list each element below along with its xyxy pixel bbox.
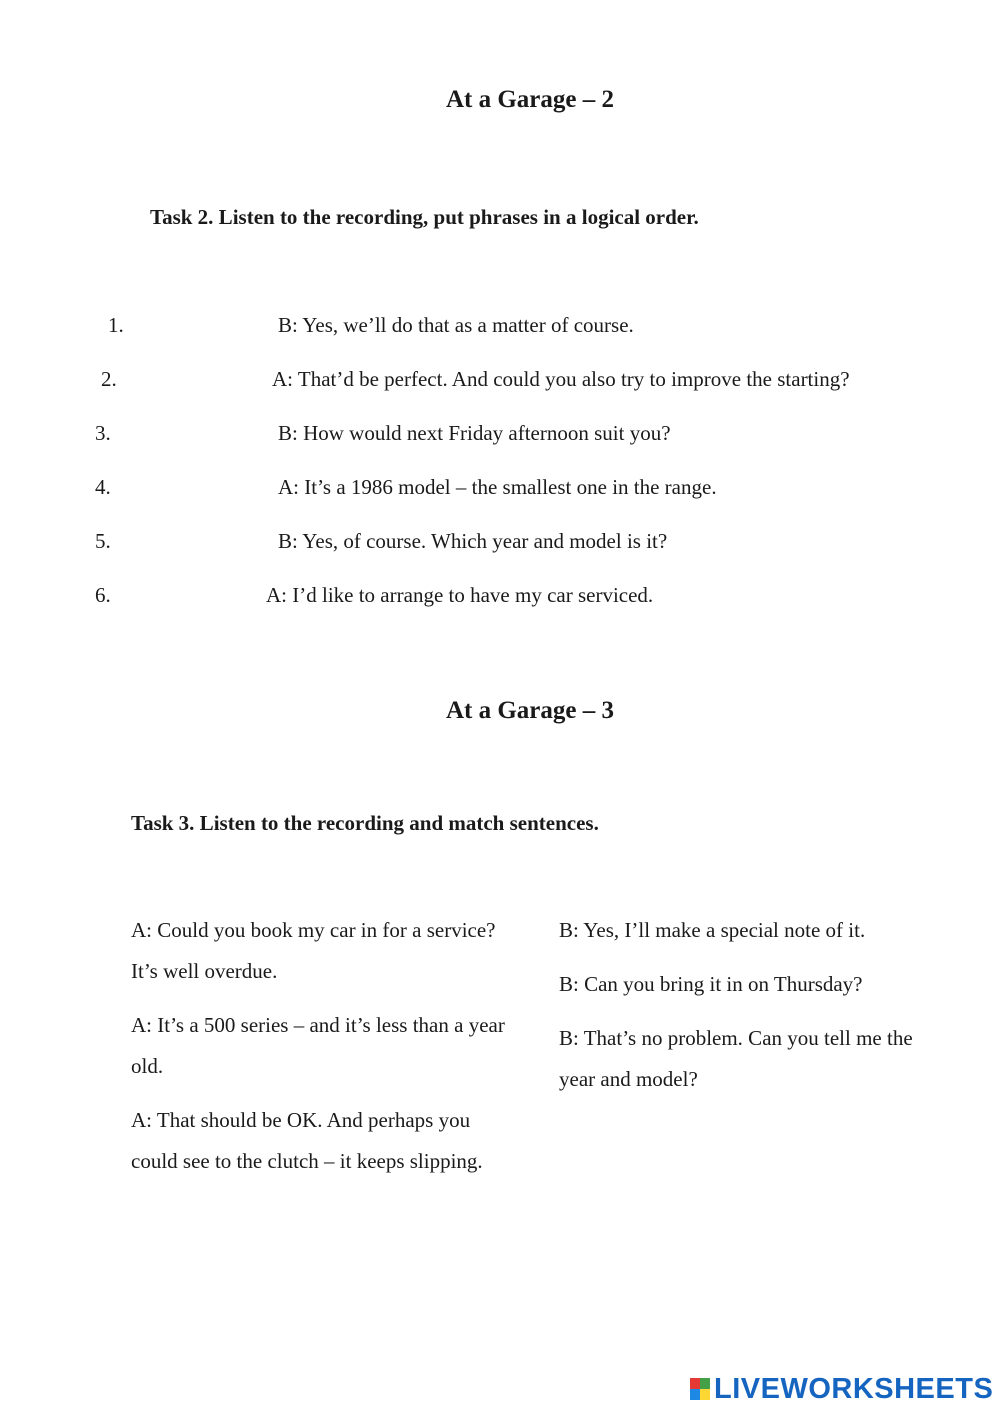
left-sentence: A: Could you book my car in for a service? It’s well overdue.: [131, 918, 496, 983]
left-sentence: A: It’s a 500 series – and it’s less than a year old.: [131, 1013, 505, 1078]
phrase-item: B: How would next Friday afternoon suit you?: [278, 421, 671, 445]
right-column: [559, 910, 944, 1113]
section2-title: At a Garage – 2: [445, 86, 615, 113]
left-sentence: A: That should be OK. And perhaps you could see to the clutch – it keeps slipping.: [131, 1108, 483, 1173]
item-number: 3.: [95, 421, 111, 445]
right-sentence: B: That’s no problem. Can you tell me the year and model?: [559, 1026, 913, 1091]
logo-mark-icon: [690, 1378, 710, 1400]
left-column: [131, 910, 506, 1195]
item-number: 5.: [95, 529, 111, 553]
item-number: 4.: [95, 475, 111, 499]
task3-instruction: Task 3. Listen to the recording and match sentences.: [131, 811, 599, 835]
phrase-item: B: Yes, of course. Which year and model is it?: [278, 529, 668, 553]
phrase-item: A: I’d like to arrange to have my car serviced.: [266, 583, 654, 607]
section3-title: At a Garage – 3: [445, 697, 615, 724]
logo-text: LIVEWORKSHEETS: [714, 1372, 994, 1405]
phrase-item: A: It’s a 1986 model – the smallest one in the range.: [278, 475, 717, 499]
phrase-item: B: Yes, we’ll do that as a matter of course.: [278, 313, 634, 337]
item-number: 2.: [101, 367, 117, 391]
item-number: 1.: [108, 313, 124, 337]
right-sentence: B: Yes, I’ll make a special note of it.: [559, 918, 866, 942]
item-number: 6.: [95, 583, 111, 607]
phrase-item: A: That’d be perfect. And could you also try to improve the starting?: [272, 367, 850, 391]
right-sentence: B: Can you bring it in on Thursday?: [559, 972, 863, 996]
task2-instruction: Task 2. Listen to the recording, put phrases in a logical order.: [150, 205, 699, 229]
liveworksheets-logo: [690, 1373, 993, 1405]
